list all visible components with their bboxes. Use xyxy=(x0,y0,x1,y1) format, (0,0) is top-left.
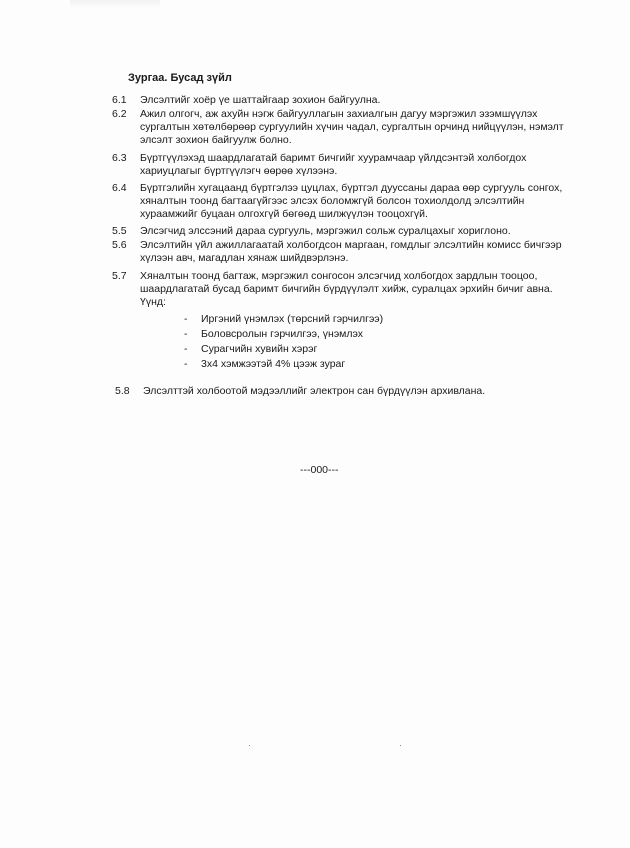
item-number: 5.8 xyxy=(115,385,130,397)
item-text-line: Бүртгэлийн хугацаанд бүртгэлээ цуцлах, бүртгэл дууссаны дараа өөр сургууль сонгох, xyxy=(140,182,563,194)
item-text-line: Бүртгүүлэхэд шаардлагатай баримт бичгийг хуурамчаар үйлдсэнтэй холбогдох xyxy=(140,152,527,164)
item-text-line: шаардлагатай бусад баримт бичгийн бүрдүүлэлт хийж, суралцах эрхийн бичиг авна. xyxy=(140,283,553,295)
item-text-line: элсэлт зохион байгуулж болно. xyxy=(140,134,292,146)
end-mark: ---000--- xyxy=(300,464,339,476)
item-text-line: Үүнд: xyxy=(140,296,166,308)
bullet-item: Боловсролын гэрчилгээ, үнэмлэх xyxy=(201,328,364,340)
bullet-mark: - xyxy=(184,358,188,370)
bullet-item: 3х4 хэмжээтэй 4% цээж зураг xyxy=(201,358,346,370)
item-text-line: Элсэлтийг хоёр үе шаттайгаар зохион байгуулна. xyxy=(140,94,381,106)
item-text-line: хариуцлагыг бүртгүүлэгч өөрөө хүлээнэ. xyxy=(140,165,338,177)
section-title: Зургаа. Бусад зүйл xyxy=(128,72,232,84)
bullet-item: Сурагчийн хувийн хэрэг xyxy=(201,343,318,355)
item-text-line: сургалтын хөтөлбөрөөр сургуулийн хүчин чадал, сургалтын орчинд нийцүүлэн, нэмэлт xyxy=(140,121,564,133)
item-text-line: Элсэлтийн үйл ажиллагаатай холбогдсон маргаан, гомдлыг элсэлтийн комисс бичгээр xyxy=(140,239,562,251)
item-number: 5.6 xyxy=(112,239,127,251)
bullet-mark: - xyxy=(184,328,188,340)
item-number: 6.3 xyxy=(112,152,127,164)
item-text-line: хураамжийг буцаан олгохгүй бөгөөд шилжүүлэн тооцохгүй. xyxy=(140,208,428,220)
item-text-line: хүлээн авч, магадлан хянаж шийдвэрлэнэ. xyxy=(140,252,349,264)
item-number: 6.2 xyxy=(112,108,127,120)
item-number: 5.7 xyxy=(112,270,127,282)
item-text-line: Элсэгчид элссэний дараа сургууль, мэргэжил сольж суралцахыг хориглоно. xyxy=(140,225,511,237)
item-text-line: хяналтын тоонд багтаагүйгээс элсэх боломжгүй болсон тохиолдолд элсэлтийн xyxy=(140,195,525,207)
bullet-mark: - xyxy=(184,313,188,325)
item-text-line: Элсэлттэй холбоотой мэдээллийг электрон сан бүрдүүлэн архивлана. xyxy=(143,385,486,397)
item-number: 6.1 xyxy=(112,94,127,106)
bullet-item: Иргэний үнэмлэх (төрсний гэрчилгээ) xyxy=(201,313,384,325)
scan-speck xyxy=(400,745,401,746)
scan-speck xyxy=(249,745,250,746)
scan-artifact xyxy=(70,0,160,8)
item-number: 6.4 xyxy=(112,182,127,194)
bullet-mark: - xyxy=(184,343,188,355)
item-text-line: Хяналтын тоонд багтаж, мэргэжил сонгосон элсэгчид холбогдох зардлын тооцоо, xyxy=(140,270,538,282)
item-text-line: Ажил олгогч, аж ахуйн нэгж байгууллагын захиалгын дагуу мэргэжил эзэмшүүлэх xyxy=(140,108,538,120)
item-number: 5.5 xyxy=(112,225,127,237)
